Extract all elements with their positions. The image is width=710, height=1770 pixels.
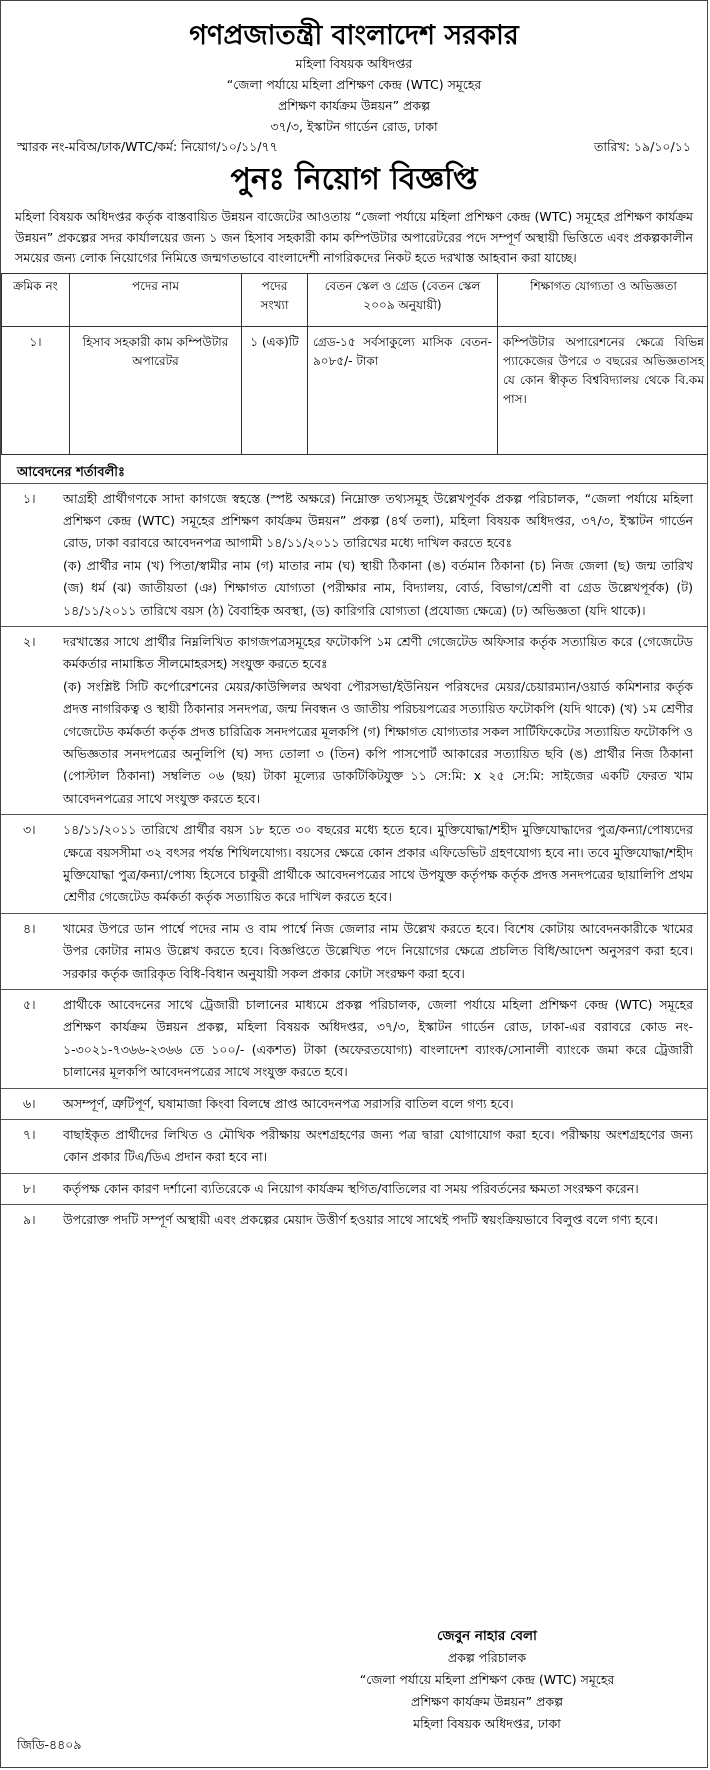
condition-number: ৪।	[23, 920, 36, 936]
condition-item	[1, 913, 707, 989]
col-serial: ক্রমিক নং	[2, 273, 70, 326]
table-row	[2, 326, 709, 454]
condition-number: ২।	[23, 633, 36, 649]
condition-item	[1, 1119, 707, 1173]
condition-text: প্রার্থীকে আবেদনের সাথে ট্রেজারী চালানের মাধ্যমে প্রকল্প পরিচালক, জেলা পর্যায়ে মহিলা প্রশিক্ষণ কেন্দ্র (WTC) সমূহের প্রশিক্ষণ কার্যক্রম উন্নয়ন প্রকল্প, মহিলা বিষয়ক অধিদপ্তর, ৩৭/৩, ইস্কাটন গার্ডেন রোড, ঢাকা-এর বরাবরে কোড নং- ১-৩০২১-৭৩৬৬-২৩৬৬ তে ১০০/- (একশত) টাকা (অফেরতযোগ্য) বাংলাদেশ ব্যাংক/সোনালী ব্যাংকে জমা করে ট্রেজারী চালানের মূলকপি আবেদনপত্রের সাথে সংযুক্ত করতে হবে।	[63, 997, 693, 1080]
signatory-office: মহিলা বিষয়ক অধিদপ্তর, ঢাকা	[413, 1716, 561, 1731]
conditions-heading: আবেদনের শর্তাবলীঃ	[17, 464, 125, 480]
col-count: পদের সংখ্যা	[242, 273, 308, 326]
cell-scale: গ্রেড-১৫ সর্বসাকুল্যে মাসিক বেতন- ৯০৮৫/- টাকা	[308, 326, 498, 454]
intro-paragraph: মহিলা বিষয়ক অধিদপ্তর কর্তৃক বাস্তবায়িত উন্নয়ন বাজেটের আওতায় “জেলা পর্যায়ে মহিলা প্রশিক্ষণ কেন্দ্র (WTC) সমূহের প্রশিক্ষণ কার্যক্রম উন্নয়ন” প্রকল্পের সদর কার্যালয়ের জন্য ১ জন হিসাব সহকারী কাম কম্পিউটার অপারেটরের পদে সম্পূর্ণ অস্থায়ী ভিত্তিতে এবং প্রকল্পকালীন সময়ের জন্য লোক নিয়োগের নিমিত্তে জন্মগতভাবে বাংলাদেশী নাগরিকদের নিকট হতে দরখাস্ত আহবান করা যাচ্ছে।	[15, 209, 693, 265]
condition-text: কর্তৃপক্ষ কোন কারণ দর্শানো ব্যতিরেকে এ নিয়োগ কার্যক্রম স্থগিত/বাতিলের বা সময় পরিবর্তনের ক্ষমতা সংরক্ষণ করেন।	[63, 1180, 639, 1196]
condition-text: খামের উপরে ডান পার্শ্বে পদের নাম ও বাম পার্শ্বে নিজ জেলার নাম উল্লেখ করতে হবে। বিশেষ কোটায় আবেদনকারীকে খামের উপর কোটার নামও উল্লেখ করতে হবে। বিজ্ঞপ্তিতে উল্লেখিত পদে নিয়োগের ক্ষেত্রে প্রচলিত বিধি/আদেশ অনুসরণ করা হবে। সরকার কর্তৃক জারিকৃত বিধি-বিধান অনুযায়ী সকল প্রকার কোটা সংরক্ষণ করা হবে।	[63, 920, 693, 981]
cell-count: ১ (এক)টি	[242, 326, 308, 454]
condition-item	[1, 1204, 707, 1235]
signature-block	[307, 1625, 667, 1735]
condition-item	[1, 1088, 707, 1119]
condition-number: ৯।	[23, 1212, 36, 1228]
col-scale: বেতন স্কেল ও গ্রেড (বেতন স্কেল ২০০৯ অনুযায়ী)	[308, 273, 498, 326]
condition-text: অসম্পূর্ণ, ত্রুটিপূর্ণ, ঘষামাজা কিংবা বিলম্বে প্রাপ্ত আবেদনপত্র সরাসরি বাতিল বলে গণ্য হবে।	[63, 1095, 514, 1111]
signatory-project-line1: “জেলা পর্যায়ে মহিলা প্রশিক্ষণ কেন্দ্র (WTC) সমূহের	[359, 1672, 615, 1687]
condition-subtext: (ক) সংশ্লিষ্ট সিটি কর্পোরেশনের মেয়র/কাউন্সিলর অথবা পৌরসভা/ইউনিয়ন পরিষদের মেয়র/চেয়ারম্যান/ওয়ার্ড কমিশনার কর্তৃক প্রদত্ত নাগরিকত্ব ও স্থায়ী ঠিকানার সনদপত্র, জন্ম নিবন্ধন ও জাতীয় পরিচয়পত্রের সত্যায়িত ফটোকপি (যদি থাকে) (খ) ১ম শ্রেণীর গেজেটেড কর্মকর্তা কর্তৃক প্রদত্ত চারিত্রিক সনদপত্রের মূলকপি (গ) শিক্ষাগত যোগ্যতার সকল সার্টিফিকেটের সত্যায়িত ফটোকপি ও অভিজ্ঞতার সনদপত্রের অনুলিপি (ঘ) সদ্য তোলা ৩ (তিন) কপি পাসপোর্ট আকারের সত্যায়িত ছবি (ঙ) প্রার্থীর নিজ ঠিকানা (পোস্টাল ঠিকানা) সম্বলিত ০৬ (ছয়) টাকা মূল্যের ডাকটিকিটযুক্ত ১১ সে:মি: x ২৫ সে:মি: সাইজের একটি ফেরত খাম আবেদনপত্রের সাথে সংযুক্ত করতে হবে।	[63, 678, 693, 806]
condition-text: উপরোক্ত পদটি সম্পূর্ণ অস্থায়ী এবং প্রকল্পের মেয়াদ উত্তীর্ণ হওয়ার সাথে সাথেই পদটি স্বয়ংক্রিয়ভাবে বিলুপ্ত বলে গণ্য হবে।	[63, 1212, 659, 1228]
condition-item	[1, 483, 707, 626]
condition-number: ৭।	[23, 1127, 36, 1143]
cell-post: হিসাব সহকারী কাম কম্পিউটার অপারেটর	[70, 326, 242, 454]
condition-text: বাছাইকৃত প্রার্থীদের লিখিত ও মৌখিক পরীক্ষায় অংশগ্রহণের জন্য পত্র দ্বারা যোগাযোগ করা হবে। পরীক্ষায় অংশগ্রহণের জন্য কোন প্রকার টিএ/ডিএ প্রদান করা হবে না।	[63, 1127, 693, 1165]
department-name: মহিলা বিষয়ক অধিদপ্তর	[295, 56, 413, 71]
condition-subtext: (ক) প্রার্থীর নাম (খ) পিতা/স্বামীর নাম (গ) মাতার নাম (ঘ) স্থায়ী ঠিকানা (ঙ) বর্তমান ঠিকানা (চ) নিজ জেলা (ছ) জন্ম তারিখ (জ) ধর্ম (ঝ) জাতীয়তা (ঞ) শিক্ষাগত যোগ্যতা (পরীক্ষার নাম, বিদ্যালয়, বোর্ড, বিভাগ/শ্রেণী বা গ্রেড উল্লেখপূর্বক) (ট) ১৪/১১/২০১১ তারিখে বয়স (ঠ) বৈবাহিক অবস্থা, (ড) কারিগরি যোগ্যতা (প্রযোজ্য ক্ষেত্রে) (ঢ) অভিজ্ঞতা (যদি থাকে)।	[63, 557, 693, 618]
cell-serial: ১।	[2, 326, 70, 454]
condition-number: ৬।	[23, 1095, 36, 1111]
project-name-line2: প্রশিক্ষণ কার্যক্রম উন্নয়ন” প্রকল্প	[277, 98, 431, 113]
condition-text: দরখাস্তের সাথে প্রার্থীর নিম্নলিখিত কাগজপত্রসমূহের ফটোকপি ১ম শ্রেণী গেজেটেড অফিসার কর্তৃক সত্যায়িত করে (গেজেটেড কর্মকর্তার নামাঙ্কিত সীলমোহরসহ) সংযুক্ত করতে হবেঃ	[63, 633, 693, 672]
condition-number: ৮।	[23, 1180, 36, 1196]
reference-row	[17, 139, 691, 159]
memo-number: স্মারক নং-মবিঅ/ঢাক/WTC/কর্ম: নিয়োগ/১০/১১/৭৭	[17, 139, 278, 154]
government-title: গণপ্রজাতন্ত্রী বাংলাদেশ সরকার	[189, 20, 519, 51]
gd-number: জিডি-৪৪০৯	[17, 1737, 82, 1752]
condition-item	[1, 989, 707, 1088]
col-qualification: শিক্ষাগত যোগ্যতা ও অভিজ্ঞতা	[498, 273, 709, 326]
condition-text: ১৪/১১/২০১১ তারিখে প্রার্থীর বয়স ১৮ হতে ৩০ বছরের মধ্যে হতে হবে। মুক্তিযোদ্ধা/শহীদ মুক্তিযোদ্ধাদের পুত্র/কন্যা/পোষ্যদের ক্ষেত্রে বয়সসীমা ৩২ বৎসর পর্যন্ত শিথিলযোগ্য। বয়সের ক্ষেত্রে কোন প্রকার এফিডেভিট গ্রহণযোগ্য হবে না। তবে মুক্তিযোদ্ধা/শহীদ মুক্তিযোদ্ধা পুত্র/কন্যা/পোষ্য হিসেবে চাকুরী প্রার্থীকে আবেদনপত্রের সাথে উপযুক্ত কর্তৃপক্ষ কর্তৃক প্রদত্ত সনদপত্রের ছায়ালিপি প্রথম শ্রেণীর গেজেটেড কর্মকর্তা কর্তৃক সত্যায়িত করে দাখিল করতে হবে।	[63, 822, 693, 905]
signatory-designation: প্রকল্প পরিচালক	[447, 1650, 527, 1665]
cell-qualification: কম্পিউটার অপারেশনের ক্ষেত্রে বিভিন্ন প্যাকেজের উপরে ৩ বছরের অভিজ্ঞতাসহ যে কোন স্বীকৃত বিশ্ববিদ্যালয় থেকে বি.কম পাস।	[498, 326, 709, 454]
condition-item	[1, 1173, 707, 1204]
project-name-line1: “জেলা পর্যায়ে মহিলা প্রশিক্ষণ কেন্দ্র (WTC) সমূহের	[226, 77, 482, 92]
condition-item	[1, 814, 707, 913]
job-table-header	[2, 273, 709, 326]
conditions-list	[1, 483, 707, 1236]
office-address: ৩৭/৩, ইস্কাটন গার্ডেন রোড, ঢাকা	[270, 119, 438, 134]
condition-item	[1, 626, 707, 814]
signatory-name: জেবুন নাহার বেলা	[437, 1628, 537, 1644]
notice-header	[1, 19, 707, 137]
col-post: পদের নাম	[70, 273, 242, 326]
signatory-project-line2: প্রশিক্ষণ কার্যক্রম উন্নয়ন” প্রকল্প	[410, 1694, 564, 1709]
job-table	[1, 273, 708, 455]
condition-number: ১।	[23, 490, 36, 506]
notice-date: তারিখ: ১৯/১০/১১	[594, 139, 691, 154]
notice-headline: পুনঃ নিয়োগ বিজ্ঞপ্তি	[230, 162, 478, 197]
condition-number: ৩।	[23, 822, 36, 838]
condition-number: ৫।	[23, 997, 36, 1013]
condition-text: আগ্রহী প্রার্থীগণকে সাদা কাগজে স্বহস্তে (স্পষ্ট অক্ষরে) নিম্নোক্ত তথ্যসমূহ উল্লেখপূর্বক প্রকল্প পরিচালক, “জেলা পর্যায়ে মহিলা প্রশিক্ষণ কেন্দ্র (WTC) সমূহের প্রশিক্ষণ কার্যক্রম উন্নয়ন” প্রকল্প (৪র্থ তলা), মহিলা বিষয়ক অধিদপ্তর, ৩৭/৩, ইস্কাটন গার্ডেন রোড, ঢাকা বরাবরে আবেদনপত্র আগামী ১৪/১১/২০১১ তারিখের মধ্যে দাখিল করতে হবেঃ	[63, 490, 693, 551]
